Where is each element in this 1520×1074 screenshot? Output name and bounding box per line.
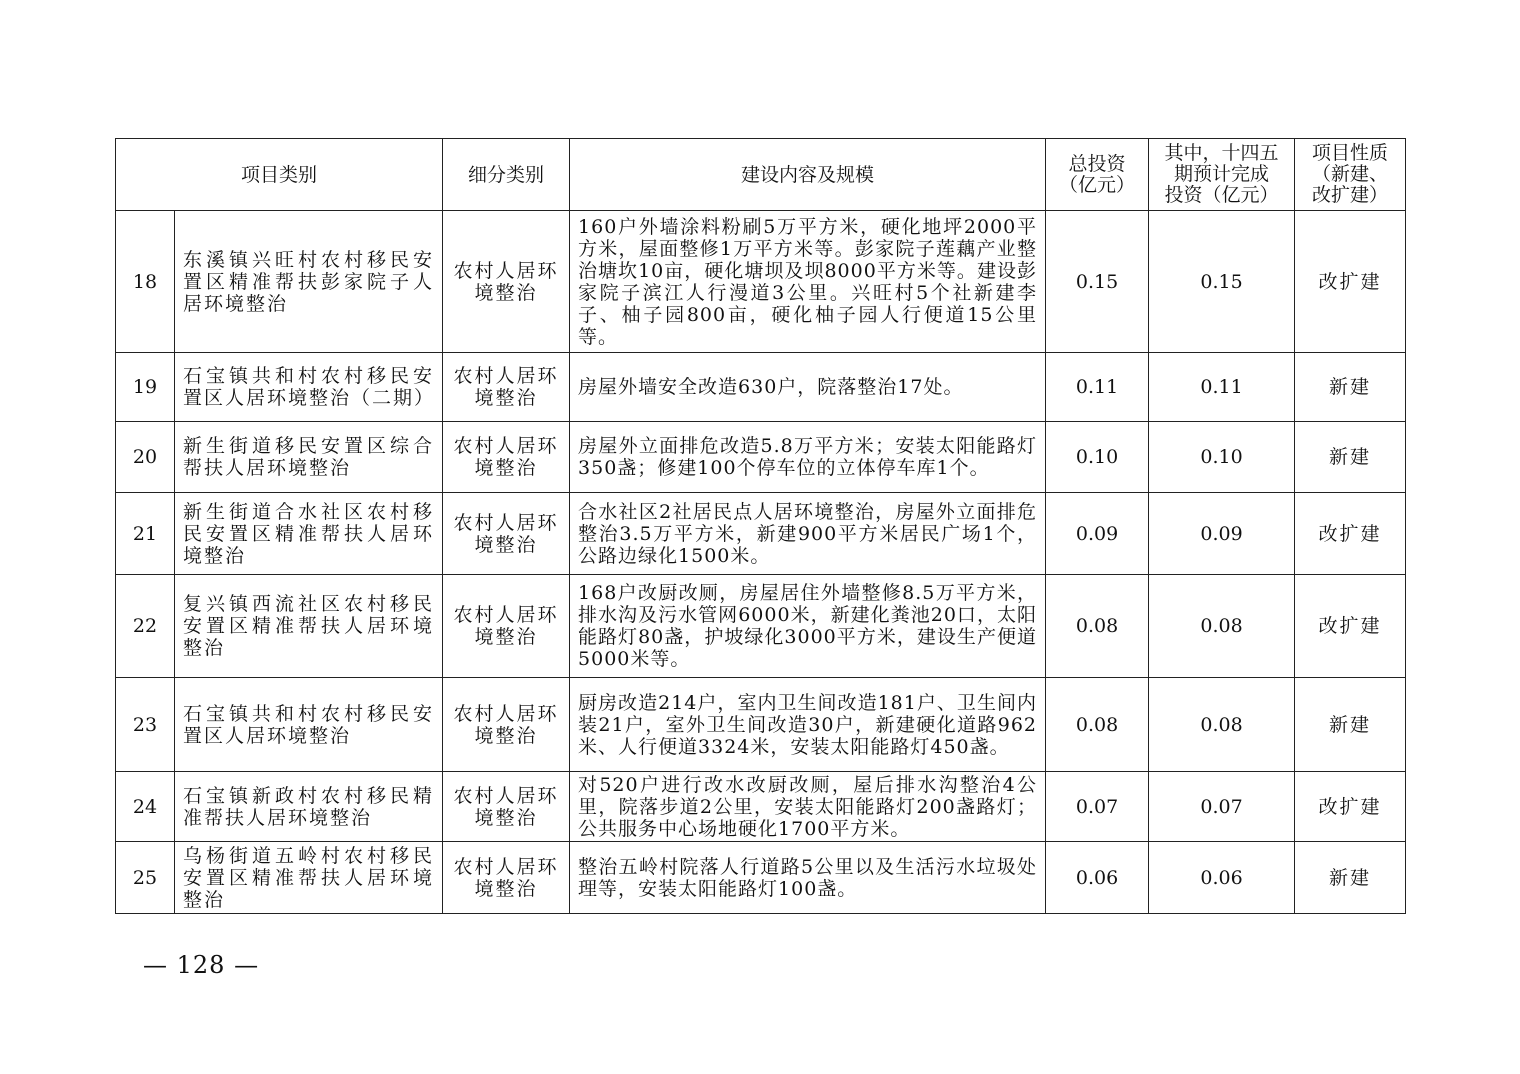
row-number: 25 [116,842,175,914]
project-content: 厨房改造214户，室内卫生间改造181户、卫生间内装21户，室外卫生间改造30户，新建硬化道路962米、人行便道3324米，安装太阳能路灯450盏。 [570,678,1046,772]
project-name: 石宝镇共和村农村移民安置区人居环境整治 [175,678,443,772]
header-plan-line: 其中，十四五 [1164,142,1279,164]
header-plan-line: 投资（亿元） [1164,184,1279,206]
project-content: 整治五岭村院落人行道路5公里以及生活污水垃圾处理等，安装太阳能路灯100盏。 [570,842,1046,914]
project-content: 房屋外墙安全改造630户，院落整治17处。 [570,353,1046,422]
project-subcategory: 农村人居环境整治 [443,211,570,353]
project-name: 新生街道合水社区农村移民安置区精准帮扶人居环境整治 [175,493,443,575]
plan-investment: 0.07 [1149,772,1295,842]
project-name: 石宝镇共和村农村移民安置区人居环境整治（二期） [175,353,443,422]
page-number: — 128 — [143,951,260,979]
total-investment: 0.08 [1046,678,1149,772]
project-nature: 新建 [1295,842,1406,914]
row-number: 21 [116,493,175,575]
header-nature-line: （新建、 [1312,163,1389,185]
header-nature [1295,139,1406,211]
project-subcategory: 农村人居环境整治 [443,842,570,914]
project-content: 160户外墙涂料粉刷5万平方米，硬化地坪2000平方米，屋面整修1万平方米等。彭家院子莲藕产业整治塘坎10亩，硬化塘坝及坝8000平方米等。建设彭家院子滨江人行漫道3公里。兴旺村5个社新建李子、柚子园800亩，硬化柚子园人行便道15公里等。 [570,211,1046,353]
project-table [115,138,1406,914]
plan-investment: 0.15 [1149,211,1295,353]
total-investment: 0.09 [1046,493,1149,575]
row-number: 24 [116,772,175,842]
project-content: 168户改厨改厕，房屋居住外墙整修8.5万平方米，排水沟及污水管网6000米，新建化粪池20口，太阳能路灯80盏，护坡绿化3000平方米，建设生产便道5000米等。 [570,575,1046,678]
header-subcategory: 细分类别 [443,139,570,211]
row-number: 23 [116,678,175,772]
project-subcategory: 农村人居环境整治 [443,493,570,575]
table-row [116,422,1406,493]
table-row [116,575,1406,678]
project-subcategory: 农村人居环境整治 [443,678,570,772]
header-content: 建设内容及规模 [570,139,1046,211]
project-nature: 改扩建 [1295,211,1406,353]
plan-investment: 0.08 [1149,575,1295,678]
project-content: 房屋外立面排危改造5.8万平方米；安装太阳能路灯350盏；修建100个停车位的立体停车库1个。 [570,422,1046,493]
row-number: 20 [116,422,175,493]
project-nature: 新建 [1295,353,1406,422]
header-plan-line: 期预计完成 [1174,163,1270,185]
header-plan-investment [1149,139,1295,211]
table-row [116,772,1406,842]
header-total-investment [1046,139,1149,211]
header-row [116,139,1406,211]
project-nature: 新建 [1295,678,1406,772]
plan-investment: 0.11 [1149,353,1295,422]
plan-investment: 0.08 [1149,678,1295,772]
project-name: 新生街道移民安置区综合帮扶人居环境整治 [175,422,443,493]
header-total-line: 总投资 [1068,152,1126,175]
project-subcategory: 农村人居环境整治 [443,575,570,678]
table-row [116,211,1406,353]
total-investment: 0.10 [1046,422,1149,493]
header-nature-line: 改扩建） [1312,184,1389,206]
row-number: 18 [116,211,175,353]
total-investment: 0.08 [1046,575,1149,678]
total-investment: 0.06 [1046,842,1149,914]
row-number: 22 [116,575,175,678]
project-subcategory: 农村人居环境整治 [443,422,570,493]
plan-investment: 0.09 [1149,493,1295,575]
project-content: 对520户进行改水改厨改厕，屋后排水沟整治4公里，院落步道2公里，安装太阳能路灯200盏路灯；公共服务中心场地硬化1700平方米。 [570,772,1046,842]
project-nature: 新建 [1295,422,1406,493]
project-subcategory: 农村人居环境整治 [443,772,570,842]
project-name: 乌杨街道五岭村农村移民安置区精准帮扶人居环境整治 [175,842,443,914]
project-nature: 改扩建 [1295,493,1406,575]
project-subcategory: 农村人居环境整治 [443,353,570,422]
header-category: 项目类别 [116,139,443,211]
project-name: 东溪镇兴旺村农村移民安置区精准帮扶彭家院子人居环境整治 [175,211,443,353]
project-name: 复兴镇西流社区农村移民安置区精准帮扶人居环境整治 [175,575,443,678]
total-investment: 0.15 [1046,211,1149,353]
table-row [116,493,1406,575]
project-name: 石宝镇新政村农村移民精准帮扶人居环境整治 [175,772,443,842]
total-investment: 0.11 [1046,353,1149,422]
plan-investment: 0.10 [1149,422,1295,493]
header-total-line: （亿元） [1059,173,1136,196]
table-row [116,678,1406,772]
project-nature: 改扩建 [1295,575,1406,678]
header-nature-line: 项目性质 [1312,142,1389,164]
total-investment: 0.07 [1046,772,1149,842]
table-row [116,842,1406,914]
table-row [116,353,1406,422]
plan-investment: 0.06 [1149,842,1295,914]
row-number: 19 [116,353,175,422]
project-content: 合水社区2社居民点人居环境整治，房屋外立面排危整治3.5万平方米，新建900平方米居民广场1个，公路边绿化1500米。 [570,493,1046,575]
project-nature: 改扩建 [1295,772,1406,842]
